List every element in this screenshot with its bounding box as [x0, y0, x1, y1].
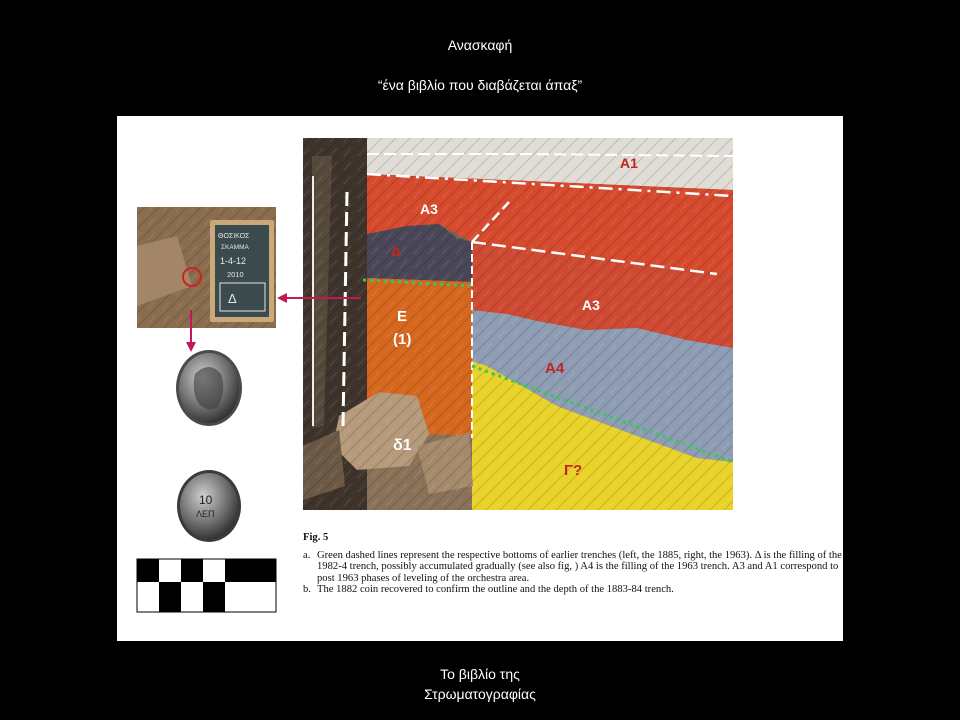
label-a3-right: A3	[582, 297, 600, 313]
caption-b-text: The 1882 coin recovered to confirm the outline and the depth of the 1883-84 trench.	[317, 584, 674, 596]
caption-b-mark: b.	[303, 584, 311, 596]
coin-unit: ΛΕΠ	[196, 509, 215, 519]
trench-photo	[303, 138, 733, 510]
caption-a-text: Green dashed lines represent the respective bottoms of earlier trenches (left, the 1885, right, the 1963). Δ is the filling of the 1982-4 trench, possibly accumulated gradually (see also fig, ) A4 is the filling of the 1963 trench. A3 and A1 correspond to post 1963 phases of leveling of the orchestra area.	[317, 549, 842, 584]
slide-subtitle: “ένα βιβλίο που διαβάζεται άπαξ”	[377, 77, 583, 93]
figure-panel	[117, 116, 843, 641]
label-gamma: Γ?	[564, 462, 583, 479]
label-a4: A4	[545, 360, 565, 377]
slate-line-1: ΘΟΣΙΚΟΣ	[218, 233, 250, 240]
label-delta: Δ	[391, 243, 402, 259]
slide-title: Ανασκαφή	[447, 37, 513, 53]
caption-item-a	[303, 550, 843, 585]
label-a1: A1	[620, 155, 638, 171]
slate-symbol: Δ	[228, 291, 237, 306]
slate-line-4: 2010	[227, 270, 244, 279]
figure-caption	[303, 532, 843, 596]
label-a3-top: A3	[420, 201, 438, 217]
caption-a-mark: a.	[303, 549, 311, 561]
footer-line-2: Στρωματογραφίας	[424, 686, 536, 702]
caption-fig-title: Fig. 5	[303, 532, 329, 543]
slate-photo	[137, 207, 276, 328]
caption-item-b	[303, 584, 843, 596]
label-e-sub: (1)	[393, 331, 412, 348]
coin-reverse	[177, 470, 241, 542]
scale-bar	[137, 559, 276, 612]
label-delta1: δ1	[393, 437, 412, 454]
label-e: E	[397, 308, 408, 325]
slate-line-2: ΣΚΑΜΜΑ	[221, 244, 249, 251]
slate-line-3: 1-4-12	[220, 256, 247, 266]
footer-line-1: Το βιβλίο της	[440, 666, 520, 682]
coin-obverse	[176, 350, 242, 426]
slide-footer	[0, 664, 960, 704]
coin-value: 10	[199, 493, 213, 507]
